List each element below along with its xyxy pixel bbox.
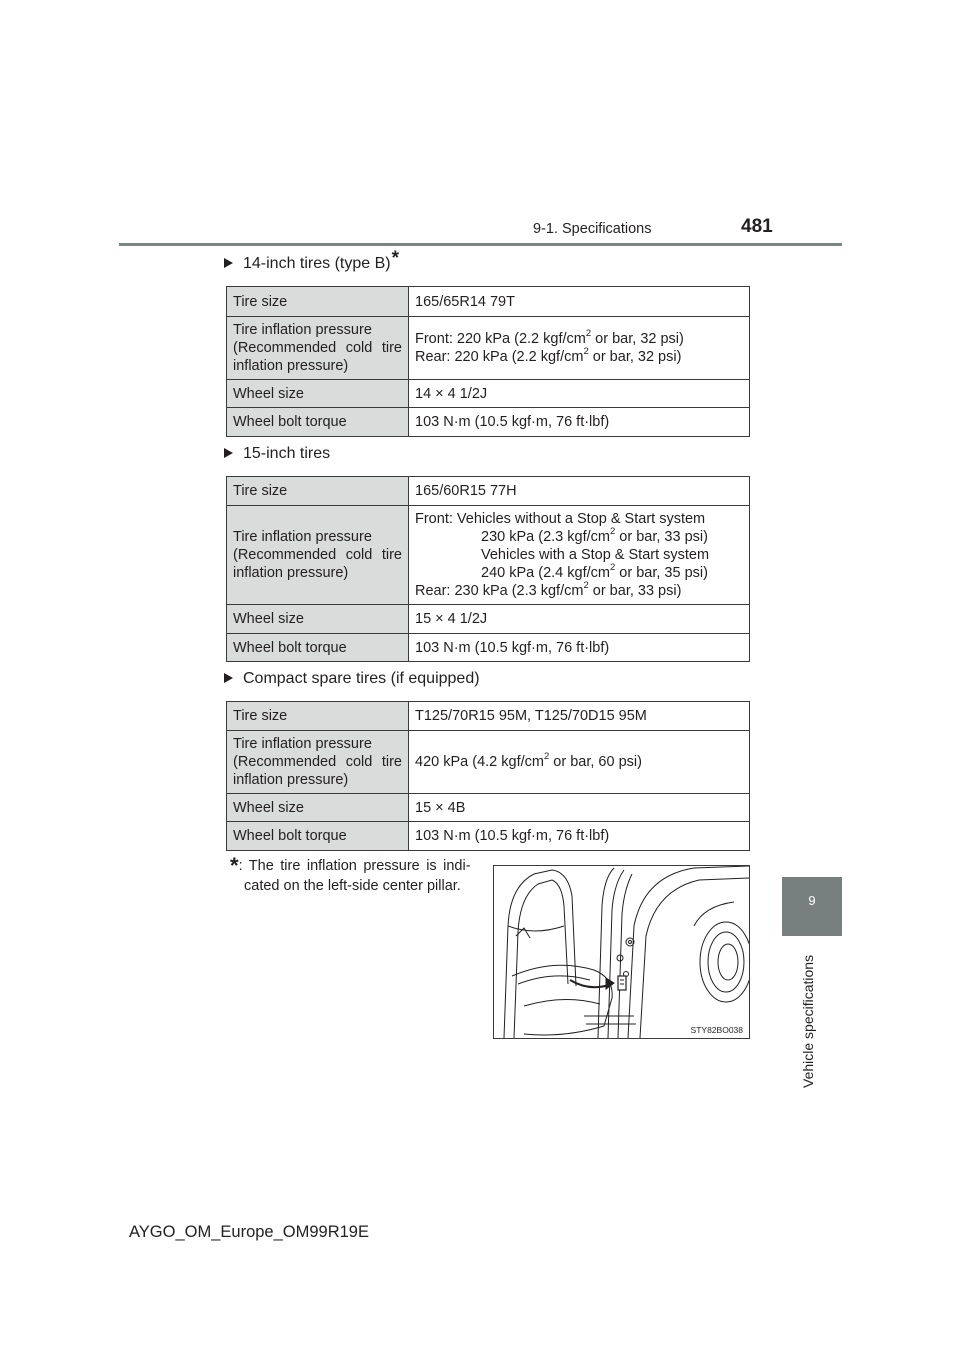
table-row [227,380,750,408]
row-label: Tire size [227,702,409,731]
document-id: AYGO_OM_Europe_OM99R19E [129,1223,369,1241]
row-value: 103 N·m (10.5 kgf·m, 76 ft·lbf) [409,408,750,437]
value-line: Vehicles with a Stop & Start system [481,547,710,563]
spec-table-15-inch [226,476,750,662]
row-value: 103 N·m (10.5 kgf·m, 76 ft·lbf) [409,822,750,851]
row-value: 14 × 4 1/2J [409,380,750,408]
triangle-bullet-icon [224,448,233,458]
chapter-number: 9 [808,893,816,908]
footnote-mark: * [230,853,239,878]
table-row [227,822,750,851]
label-line: Tire inflation pressure [233,322,372,338]
row-label [227,506,409,605]
row-value [409,506,750,605]
spec-table-14-inch [226,286,750,437]
value-line: Rear: 220 kPa (2.2 kgf/$cm^2$ or bar, 32 psi) [415,346,682,365]
triangle-bullet-icon [224,673,233,683]
row-label: Wheel size [227,794,409,822]
value-line: Front: Vehicles without a Stop & Start system [415,511,706,527]
section-heading-text: 14-inch tires (type B) [243,255,391,272]
label-line: inflation pressure) [233,358,349,374]
table-row [227,477,750,506]
footnote-line: : The tire inflation pressure is indi- [238,858,471,874]
row-value [409,317,750,380]
row-value: 165/65R14 79T [409,287,750,317]
table-row [227,605,750,634]
section-title: 9-1. Specifications [533,221,652,237]
label-line: Tire inflation pressure [233,736,372,752]
row-label [227,317,409,380]
chapter-title-vertical [800,940,822,1088]
row-value: 15 × 4B [409,794,750,822]
label-line: inflation pressure) [233,772,349,788]
value-line: Rear: 230 kPa (2.3 kgf/$cm^2$ or bar, 33 psi) [415,580,682,599]
row-label: Wheel bolt torque [227,408,409,437]
table-row [227,287,750,317]
row-label: Wheel bolt torque [227,822,409,851]
label-line: Tire inflation pressure [233,529,372,545]
value-line: 230 kPa (2.3 kgf/$cm^2$ or bar, 33 psi) [481,526,708,545]
row-value [409,731,750,794]
row-label: Tire size [227,477,409,506]
table-row [227,794,750,822]
page-number: 481 [741,216,773,237]
footnote [230,853,480,896]
label-line: (Recommended cold tire [233,340,402,356]
table-row [227,702,750,731]
row-label [227,731,409,794]
section-heading-text: 15-inch tires [243,445,331,462]
table-row [227,408,750,437]
row-value: T125/70R15 95M, T125/70D15 95M [409,702,750,731]
table-row [227,317,750,380]
row-value: 103 N·m (10.5 kgf·m, 76 ft·lbf) [409,634,750,662]
value-line: Front: 220 kPa (2.2 kgf/$cm^2$ or bar, 32 psi) [415,328,684,347]
illustration-code: STY82BO038 [690,1025,743,1035]
label-line: inflation pressure) [233,565,349,581]
table-row [227,506,750,605]
table-row [227,731,750,794]
table-row [227,634,750,662]
label-line: (Recommended cold tire [233,754,402,770]
header-divider [119,243,842,246]
label-line: (Recommended cold tire [233,547,402,563]
value-line: 420 kPa (4.2 kgf/$cm^2$ or bar, 60 psi) [415,751,642,770]
footnote-line: cated on the left-side center pillar. [244,878,461,894]
row-label: Wheel bolt torque [227,634,409,662]
triangle-bullet-icon [224,258,233,268]
door-pillar-label-illustration-icon [494,866,749,1038]
spec-table-compact-spare [226,701,750,851]
section-heading-15-inch [222,445,330,463]
pillar-label-illustration [493,865,750,1039]
section-heading-compact-spare [222,670,480,688]
chapter-title-text: Vehicle specifications [800,954,816,1088]
row-label: Wheel size [227,380,409,408]
row-value: 15 × 4 1/2J [409,605,750,634]
value-line: 240 kPa (2.4 kgf/$cm^2$ or bar, 35 psi) [481,562,708,581]
row-value: 165/60R15 77H [409,477,750,506]
row-label: Tire size [227,287,409,317]
section-heading-text: Compact spare tires (if equipped) [243,670,480,687]
section-heading-14-inch: 14-inch tires (type B) * [222,255,399,273]
row-label: Wheel size [227,605,409,634]
